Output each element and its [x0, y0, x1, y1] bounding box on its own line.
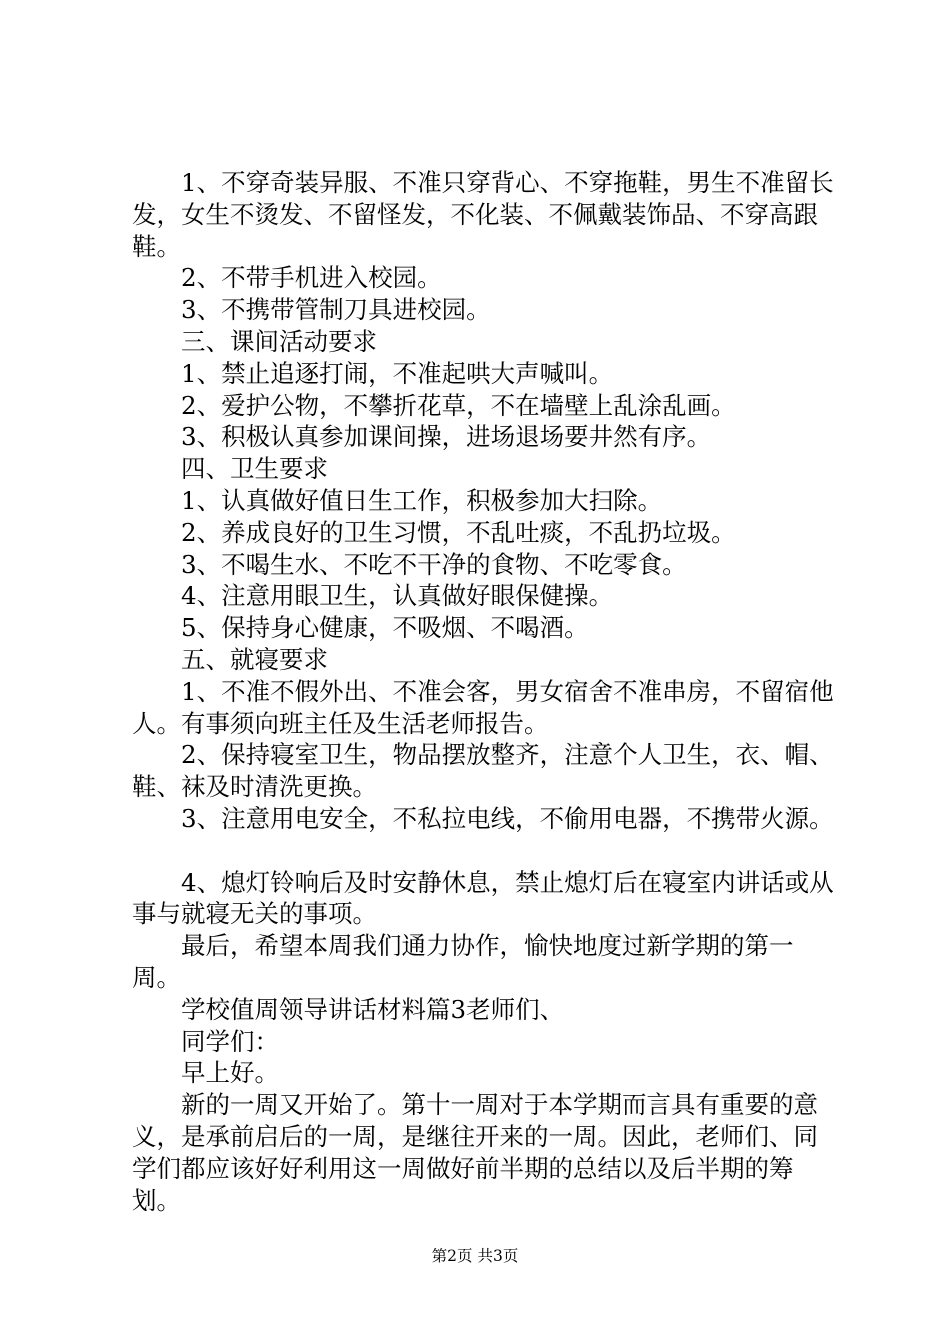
paragraph: 1、不准不假外出、不准会客，男女宿舍不准串房，不留宿他人。有事须向班主任及生活老师报告。: [132, 676, 834, 738]
section-heading: 四、卫生要求: [181, 454, 328, 484]
section-heading: 五、就寝要求: [181, 644, 328, 674]
paragraph: 3、不携带管制刀具进校园。: [181, 295, 491, 325]
blank-line: [132, 835, 842, 867]
page-number-label: 第2页 共3页: [431, 1247, 519, 1265]
paragraph: 1、认真做好值日生工作，积极参加大扫除。: [181, 485, 663, 515]
article-heading: 学校值周领导讲话材料篇3老师们、: [181, 994, 565, 1024]
paragraph: 新的一周又开始了。第十一周对于本学期而言具有重要的意义，是承前启后的一周，是继往开来的一周。因此，老师们、同学们都应该好好利用这一周做好前半期的总结以及后半期的筹划。: [132, 1090, 818, 1215]
paragraph: 1、不穿奇装异服、不准只穿背心、不穿拖鞋，男生不准留长发，女生不烫发、不留怪发，不化装、不佩戴装饰品、不穿高跟鞋。: [132, 168, 834, 261]
paragraph: 2、不带手机进入校园。: [181, 263, 442, 293]
paragraph: 3、不喝生水、不吃不干净的食物、不吃零食。: [181, 549, 687, 579]
paragraph: 1、禁止追逐打闹，不准起哄大声喊叫。: [181, 358, 614, 388]
paragraph: 3、注意用电安全，不私拉电线，不偷用电器，不携带火源。: [181, 803, 834, 833]
document-body: [132, 167, 842, 1216]
paragraph: 4、熄灯铃响后及时安静休息，禁止熄灯后在寝室内讲话或从事与就寝无关的事项。: [132, 867, 834, 929]
greeting: 早上好。: [181, 1058, 279, 1088]
section-heading: 三、课间活动要求: [181, 326, 377, 356]
paragraph: 2、保持寝室卫生，物品摆放整齐，注意个人卫生，衣、帽、鞋、袜及时清洗更换。: [132, 740, 834, 802]
paragraph: 3、积极认真参加课间操，进场退场要井然有序。: [181, 422, 712, 452]
paragraph: 2、爱护公物，不攀折花草，不在墙壁上乱涂乱画。: [181, 390, 736, 420]
paragraph: 4、注意用眼卫生，认真做好眼保健操。: [181, 581, 614, 611]
salutation: 同学们：: [181, 1026, 279, 1056]
paragraph: 5、保持身心健康，不吸烟、不喝酒。: [181, 613, 589, 643]
paragraph: 2、养成良好的卫生习惯，不乱吐痰，不乱扔垃圾。: [181, 517, 736, 547]
page-footer: [0, 1244, 950, 1266]
paragraph: 最后，希望本周我们通力协作，愉快地度过新学期的第一周。: [132, 931, 794, 992]
